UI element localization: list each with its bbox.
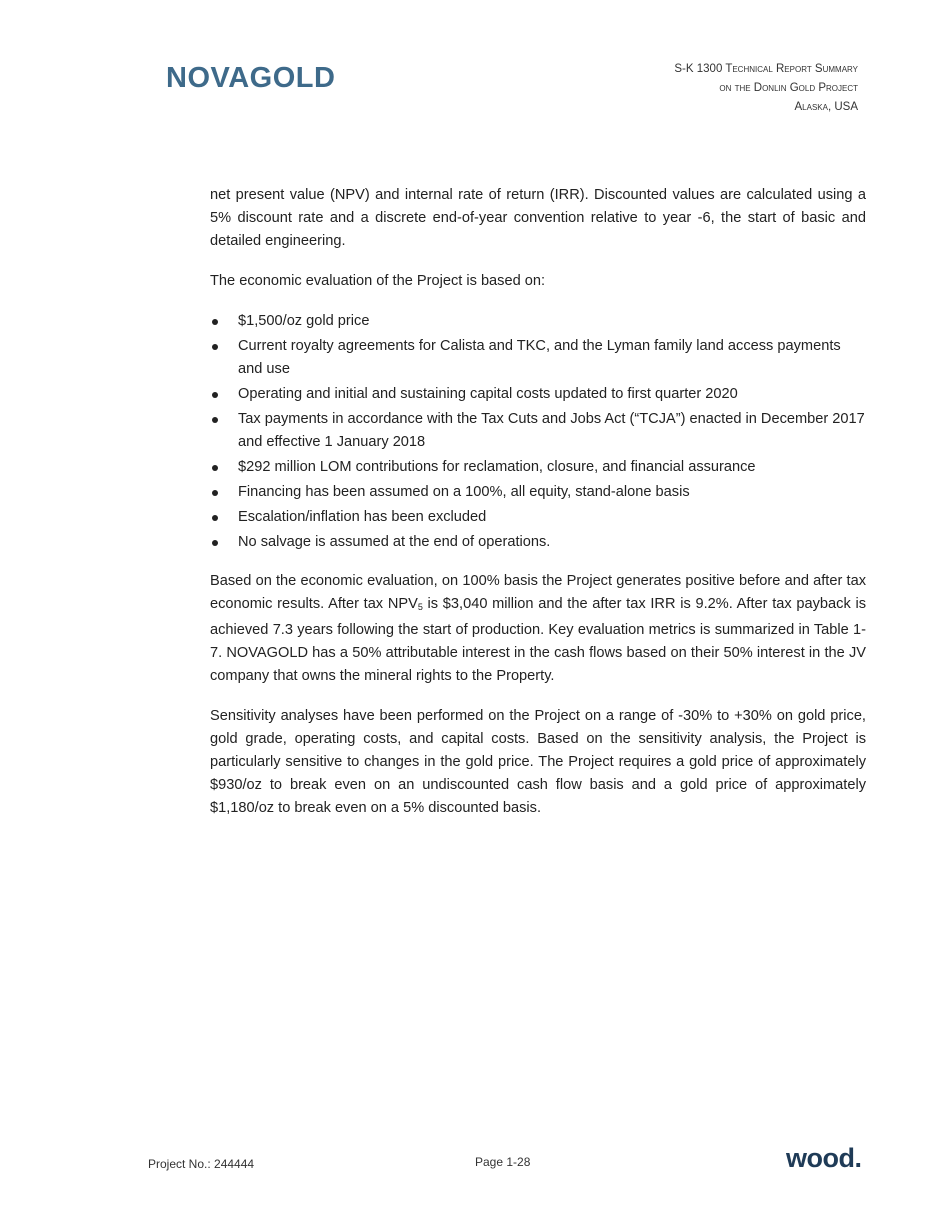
- bullet-icon: [212, 490, 218, 496]
- list-item-text: $292 million LOM contributions for reclamation, closure, and financial assurance: [238, 459, 756, 475]
- bullet-icon: [212, 465, 218, 471]
- list-item-text: $1,500/oz gold price: [238, 313, 370, 329]
- bullet-icon: [212, 515, 218, 521]
- project-number: Project No.: 244444: [148, 1157, 255, 1171]
- list-item: [210, 506, 866, 529]
- bullet-icon: [212, 417, 218, 423]
- list-item: [210, 310, 866, 333]
- bullet-icon: [212, 344, 218, 350]
- paragraph-evaluation-intro: The economic evaluation of the Project is based on:: [210, 273, 546, 289]
- wood-logo: wood.: [786, 1143, 862, 1173]
- results-text-a: Based on the economic evaluation, on 100% basis the Project generates positive before and after tax economic results. After tax NPV: [210, 573, 866, 612]
- paragraph-sensitivity: Sensitivity analyses have been performed on the Project on a range of -30% to +30% on gold price, gold grade, operating costs, and capital costs. Based on the sensitivity analysis, the Project is particularly sensitive to changes in the gold price. The Project requires a gold price of approximately $930/oz to break even on an undiscounted cash flow basis and a gold price of approximately $1,180/oz to break even on a 5% discounted basis.: [210, 708, 866, 816]
- npv-subscript: 5: [417, 602, 423, 612]
- list-item: [210, 531, 866, 554]
- novagold-logo: NOVAGOLD: [166, 62, 336, 94]
- list-item-text: Financing has been assumed on a 100%, all equity, stand-alone basis: [238, 484, 690, 500]
- header-line-3: Alaska, USA: [794, 101, 858, 113]
- paragraph-economic-results: [210, 570, 866, 688]
- list-item-text: Tax payments in accordance with the Tax Cuts and Jobs Act (“TCJA”) enacted in December 2017 and effective 1 January 2018: [238, 411, 865, 450]
- results-text-b: is $3,040 million and the after tax IRR is 9.2%. After tax payback is achieved 7.3 years following the start of production. Key evaluation metrics is summarized in Table 1-7. NOVAGOLD has a 50% attributable interest in the cash flows based on their 50% interest in the JV company that owns the mineral rights to the Property.: [210, 596, 866, 684]
- assumptions-list: [210, 310, 866, 554]
- bullet-icon: [212, 319, 218, 325]
- header-line-1: S-K 1300 Technical Report Summary: [674, 63, 858, 75]
- paragraph-npv-irr: net present value (NPV) and internal rate of return (IRR). Discounted values are calculated using a 5% discount rate and a discrete end-of-year convention relative to year -6, the start of basic and detailed engineering.: [210, 187, 866, 249]
- list-item: [210, 335, 866, 381]
- bullet-icon: [212, 540, 218, 546]
- list-item: [210, 408, 866, 454]
- list-item-text: No salvage is assumed at the end of operations.: [238, 534, 551, 550]
- header-line-2: on the Donlin Gold Project: [719, 82, 858, 94]
- report-title-header: [498, 60, 858, 117]
- list-item-text: Current royalty agreements for Calista and TKC, and the Lyman family land access payments and use: [238, 338, 841, 377]
- list-item: [210, 481, 866, 504]
- bullet-icon: [212, 392, 218, 398]
- list-item: [210, 383, 866, 406]
- list-item-text: Escalation/inflation has been excluded: [238, 509, 487, 525]
- page-body: [210, 184, 866, 837]
- page-number: Page 1-28: [475, 1155, 531, 1169]
- list-item: [210, 456, 866, 479]
- list-item-text: Operating and initial and sustaining capital costs updated to first quarter 2020: [238, 386, 738, 402]
